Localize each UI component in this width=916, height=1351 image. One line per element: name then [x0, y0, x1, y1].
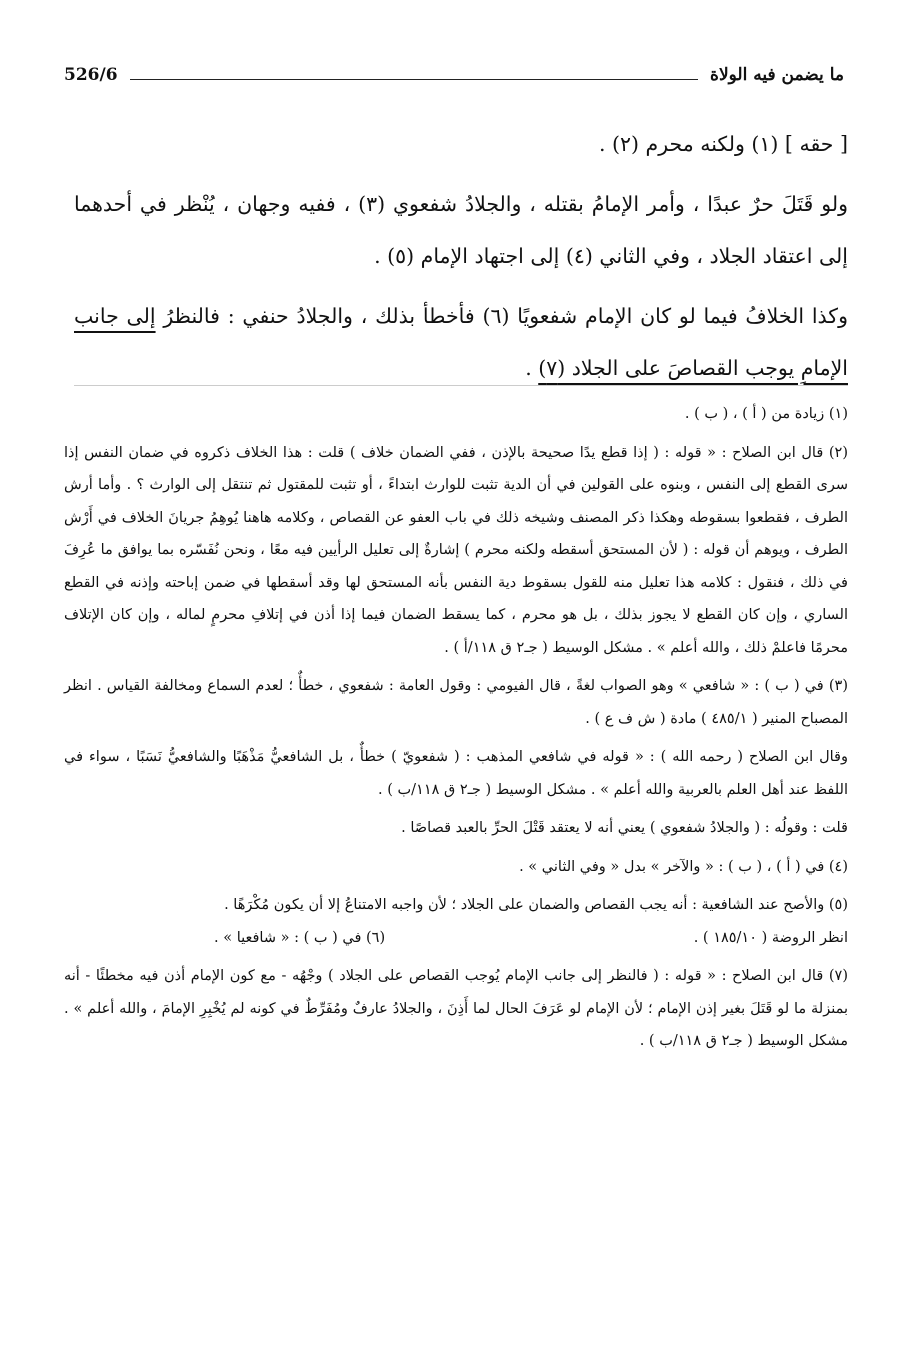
footnote-separator	[74, 385, 848, 386]
footnote-5-6-row	[64, 922, 848, 955]
footnote-5-reference: انظر الروضة ( ١٨٥/١٠ ) .	[693, 929, 848, 946]
footnote-3-remark: قلت : وقولُه : ( والجلادُ شفعوي ) يعني أنه لا يعتقد قَتْلَ الحرِّ بالعبد قصاصًا .	[401, 820, 848, 836]
footnote-6: (٦) في ( ب ) : « شافعيا » .	[214, 929, 386, 946]
footnote-2: (٢) قال ابن الصلاح : « قوله : ( إذا قطع يدًا صحيحة بالإذن ، ففي الضمان خلاف ) قلت : هذا الخلاف ذكروه في ضمان النفس إذا سرى القطع إلى النفس ، وبنوه على القولين في أن الدية تثبت للوارث ابتداءً ، أو تثبت للمقتول ثم تنتقل إلى الوارث ؟ . وأما أرش الطرف ، فقطعوا بسقوطه وهكذا ذكر المصنف وشيخه ذلك في باب العفو عن القصاص ، وكلامه هاهنا يُوهِمُ جريانَ الخلاف في أَرْش الطرف ، ويوهم أن قوله : ( لأن المستحق أسقطه ولكنه محرم ) إشارةٌ إلى تعليل الرأيين فيه معًا ، ونحن نُفَسّره بما يوافق ما عُرِفَ في ذلك ، فنقول : كلامه هذا تعليل منه للقول بسقوط دية النفس بأنه المستحق لها وقد أسقطها في ضمن إباحته وإذنه في القطع الساري ، وإن كان القطع لا يجوز بذلك ، بل هو محرم ، كما يسقط الضمان فيما إذا أذن في إتلافِ محرمٍ لماله ، وإن كان الإتلاف محرمًا فاعلمْ ذلك ، والله أعلم » . مشكل الوسيط ( جـ٢ ق ١١٨/أ ) .	[64, 444, 848, 656]
footnotes	[64, 398, 848, 1064]
footnote-5: (٥) والأصح عند الشافعية : أنه يجب القصاص والضمان على الجلاد ؛ لأن واجبه الامتناعُ إلا أن يكون مُكْرَهًا .	[224, 897, 848, 913]
page-number: 526/6	[64, 65, 118, 85]
running-header	[64, 58, 844, 92]
chapter-title: ما يضمن فيه الولاة	[710, 65, 844, 85]
main-paragraph-2: ولو قَتَلَ حرٌ عبدًا ، وأمر الإمامُ بقتله ، والجلادُ شفعوي (٣) ، ففيه وجهان ، يُنْظر في أحدهما إلى اعتقاد الجلاد ، وفي الثاني (٤) إلى اجتهاد الإمام (٥) .	[74, 192, 848, 268]
footnote-1: (١) زيادة من ( أ ) ، ( ب ) .	[684, 406, 848, 422]
main-paragraph-3-end: .	[525, 356, 539, 380]
footnote-3: (٣) في ( ب ) : « شافعي » وهو الصواب لغةً ، قال الفيومي : وقول العامة : شفعوي ، خطأٌ ؛ لعدم السماع ومخالفة القياس . انظر المصباح المنير ( ٤٨٥/١ ) مادة ( ش ف ع ) .	[64, 678, 848, 727]
main-text	[74, 118, 848, 402]
footnote-7: (٧) قال ابن الصلاح : « قوله : ( فالنظر إلى جانب الإمام يُوجب القصاص على الجلاد ) وجْهُه - مع كون الإمام أذن فيه مخطئًا - أنه بمنزلة ما لو قَتَلَ بغير إذن الإمام ؛ لأن الإمام لو عَرَفَ الحال لما أَذِنَ ، والجلادُ عارفٌ ومُفَرِّطٌ في كونه لم يُخْبِرِ الإمامَ ، والله أعلم » . مشكل الوسيط ( جـ٢ ق ١١٨/ب ) .	[64, 968, 848, 1049]
footnote-3-continued: وقال ابن الصلاح ( رحمه الله ) : « قوله في شافعي المذهب : ( شفعويّ ) خطأٌ ، بل الشافعيُّ مَذْهَبًا والشافعيُّ نَسَبًا ، سواء في اللفظ عند أهل العلم بالعربية والله أعلم » . مشكل الوسيط ( جـ٢ ق ١١٨/ب ) .	[64, 749, 848, 798]
main-paragraph-1: [ حقه ] (١) ولكنه محرم (٢) .	[598, 132, 848, 156]
main-paragraph-3	[74, 290, 848, 394]
header-rule	[130, 79, 699, 80]
main-paragraph-3-start: وكذا الخلافُ فيما لو كان الإمام شفعويًا (٦) فأخطأ بذلك ، والجلادُ حنفي : فالنظرُ	[163, 304, 848, 328]
footnote-4: (٤) في ( أ ) ، ( ب ) : « والآخر » بدل « وفي الثاني » .	[519, 858, 848, 875]
underlined-phrase: إلى جانب الإمامِ يوجب القصاصَ على الجلاد (٧)	[74, 304, 848, 380]
